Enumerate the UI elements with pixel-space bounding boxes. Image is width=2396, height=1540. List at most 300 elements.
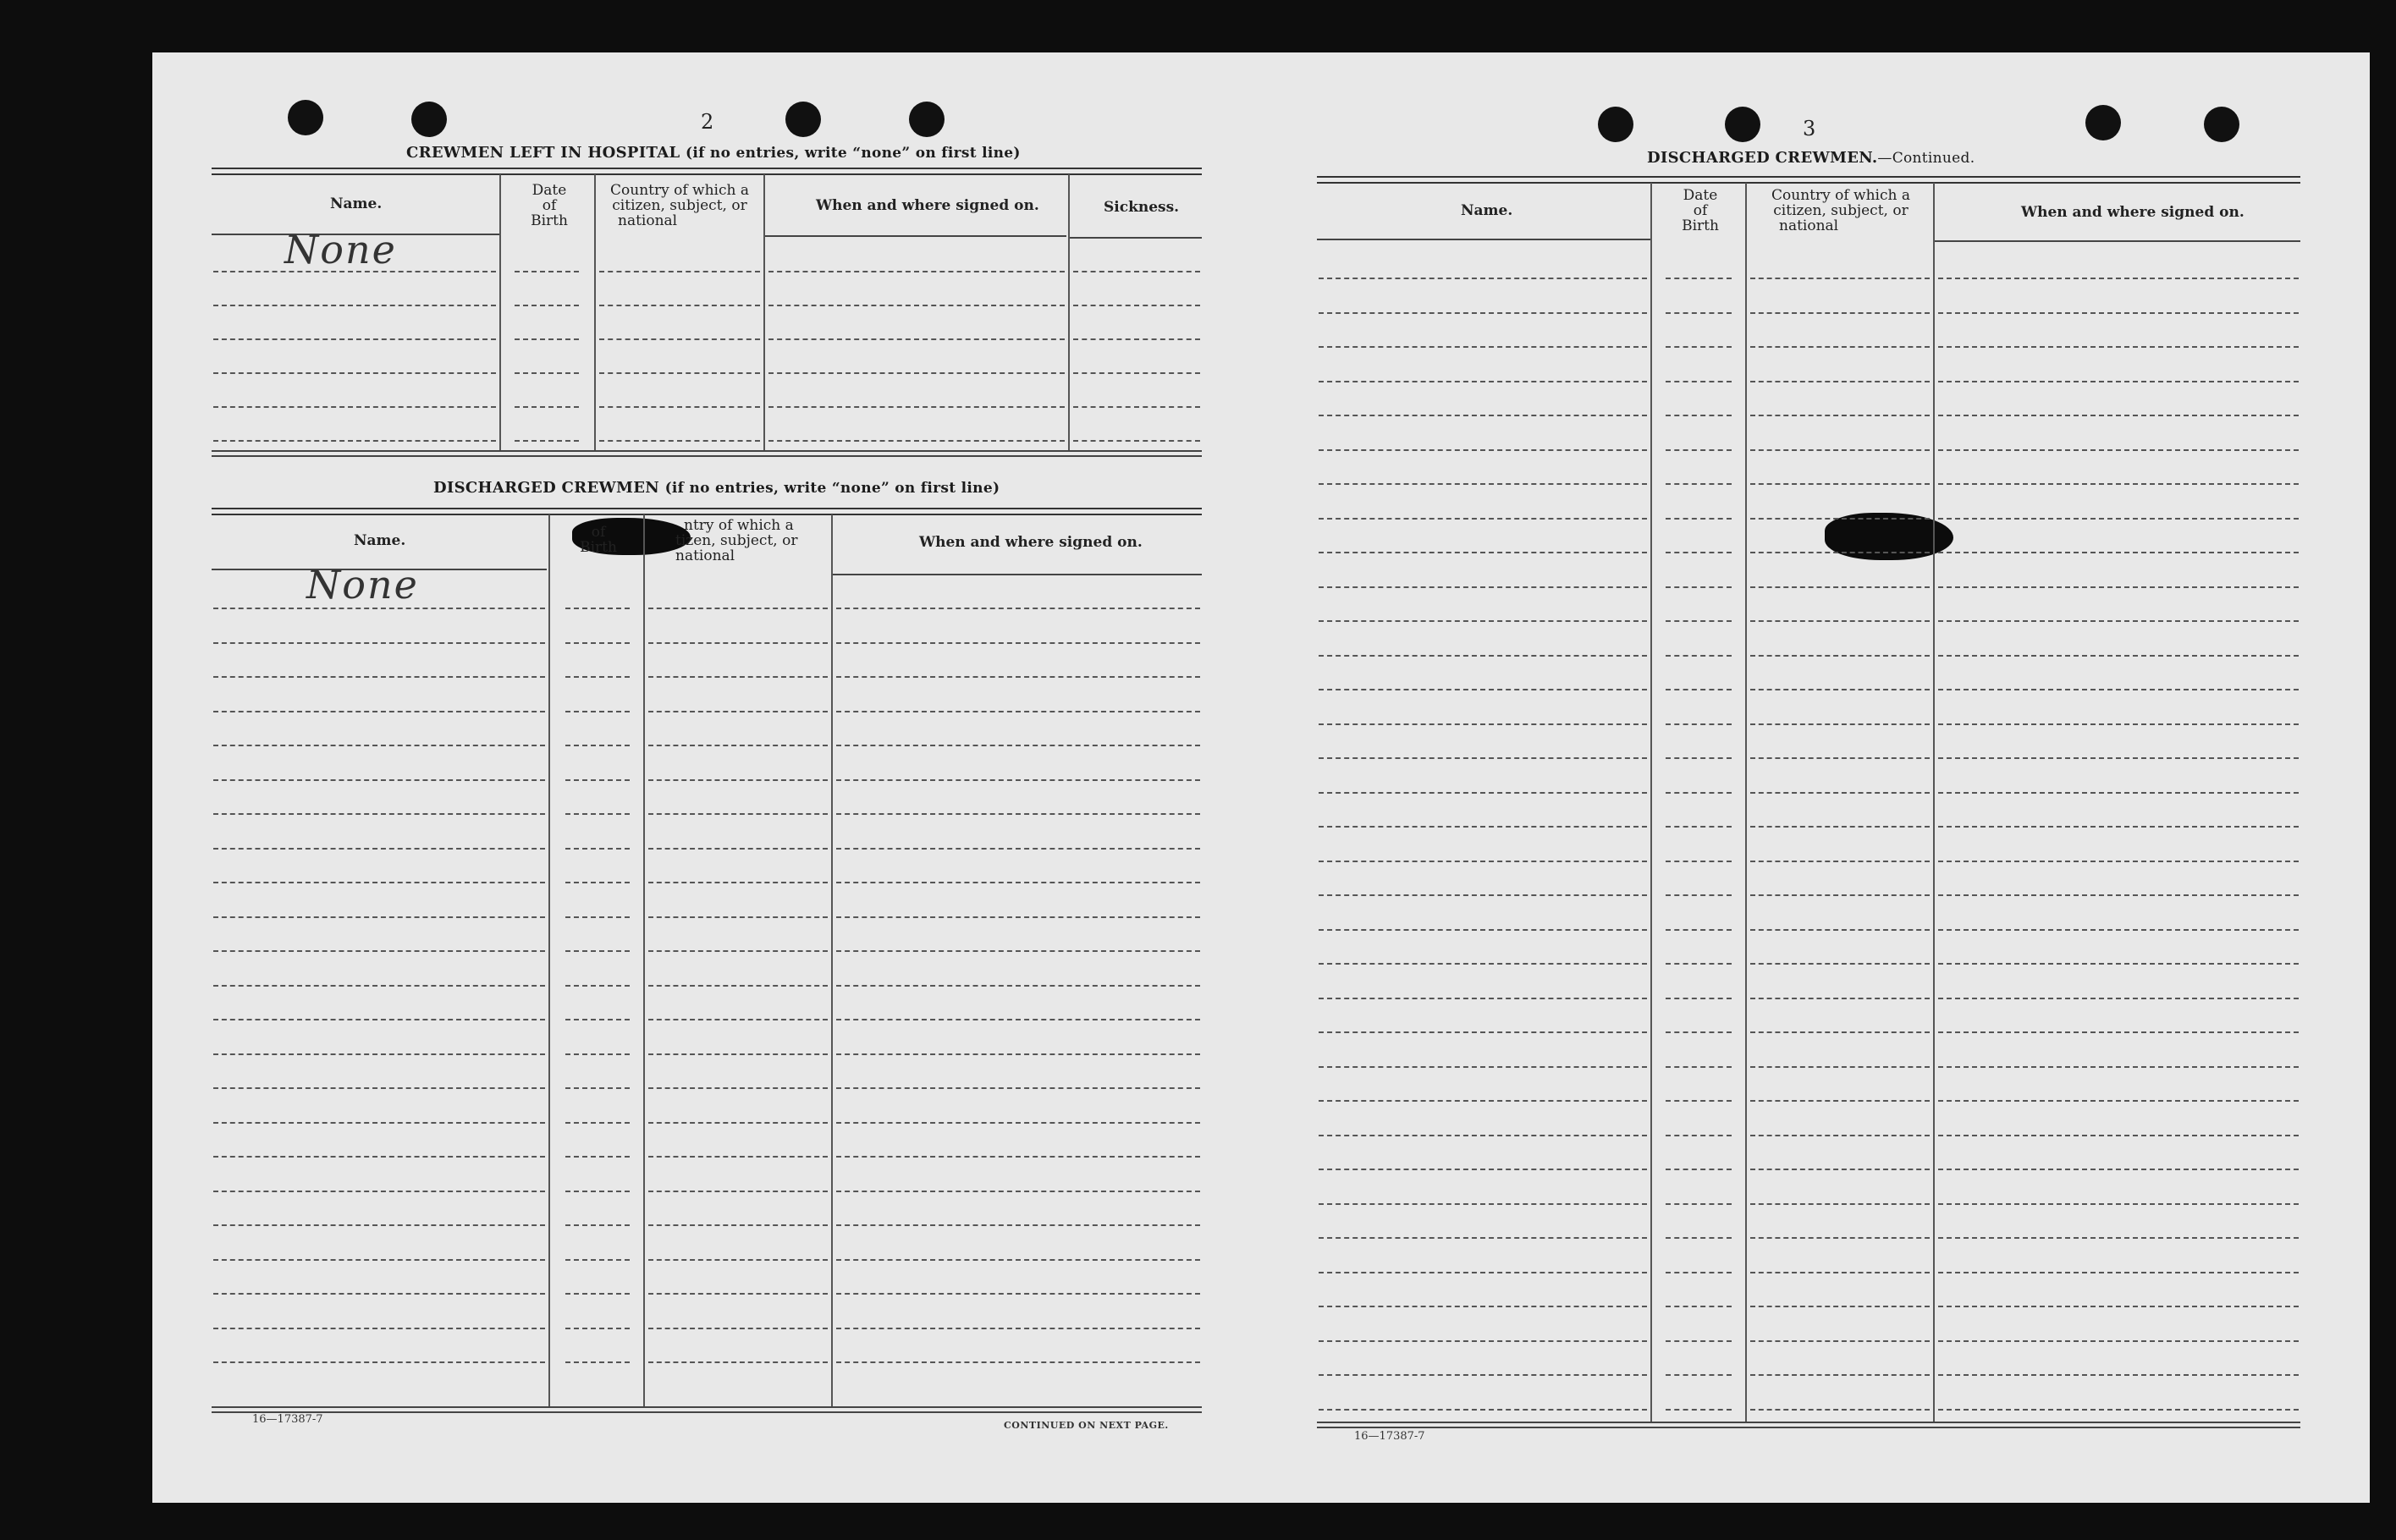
ruled-line <box>213 271 496 272</box>
ruled-line <box>836 676 1200 678</box>
ruled-line <box>648 1361 828 1363</box>
ruled-line <box>1319 861 1647 862</box>
column-header-dob <box>520 183 579 228</box>
ruled-line <box>565 608 630 609</box>
country-line: ntry of which a <box>684 517 794 534</box>
ruled-line <box>1750 1237 1930 1239</box>
dob-line: Date <box>1683 187 1718 204</box>
table-bottom-rule <box>212 455 1202 457</box>
page-number: 2 <box>701 110 714 134</box>
ruled-line <box>1938 312 2299 314</box>
ruled-line <box>213 1019 545 1020</box>
ruled-line <box>1750 1340 1930 1342</box>
ruled-line <box>565 848 630 850</box>
ruled-line <box>565 642 630 644</box>
ruled-line <box>1750 894 1930 896</box>
ruled-line <box>836 848 1200 850</box>
ruled-line <box>836 985 1200 987</box>
ruled-line <box>1319 1031 1647 1033</box>
punch-hole <box>2204 107 2239 142</box>
column-header-sickness: Sickness. <box>1104 199 1180 216</box>
ruled-line <box>1319 1409 1647 1411</box>
ruled-line <box>648 745 828 746</box>
ruled-line <box>1666 723 1732 725</box>
ruled-line <box>1938 894 2299 896</box>
ruled-line <box>599 440 760 442</box>
ruled-line <box>565 950 630 952</box>
ruled-line <box>213 406 496 408</box>
ruled-line <box>1666 929 1732 931</box>
ruled-line <box>1938 1203 2299 1205</box>
ruled-line <box>1319 381 1647 382</box>
ruled-line <box>1666 1100 1732 1102</box>
ruled-line <box>768 440 1065 442</box>
ruled-line <box>1750 792 1930 794</box>
ruled-line <box>1666 381 1732 382</box>
ruled-line <box>1319 1306 1647 1307</box>
dob-line: of <box>591 524 606 541</box>
punch-hole <box>2085 105 2121 140</box>
ruled-line <box>213 1259 545 1261</box>
ruled-line <box>565 1328 630 1329</box>
ruled-line <box>836 882 1200 883</box>
ruled-line <box>1666 1169 1732 1170</box>
ruled-line <box>565 1122 630 1124</box>
column-divider <box>1933 183 1935 1422</box>
ruled-line <box>1319 586 1647 588</box>
ruled-line <box>648 608 828 609</box>
column-header-name: Name. <box>1461 202 1513 219</box>
column-divider <box>499 174 501 450</box>
ruled-line <box>565 779 630 781</box>
dob-line: of <box>1693 202 1708 219</box>
ruled-line <box>599 338 760 340</box>
discharged-note: (if no entries, write “none” on first line) <box>664 480 1000 497</box>
punch-hole <box>785 102 821 137</box>
ruled-line <box>1319 415 1647 416</box>
page-number: 3 <box>1803 117 1816 140</box>
ruled-line <box>1750 689 1930 690</box>
ruled-line <box>213 440 496 442</box>
ruled-line <box>565 1259 630 1261</box>
ruled-line <box>836 608 1200 609</box>
dob-line: Birth <box>580 539 617 556</box>
ruled-line <box>1938 483 2299 485</box>
ruled-line <box>565 1293 630 1295</box>
ruled-line <box>1938 757 2299 759</box>
ruled-line <box>213 848 545 850</box>
punch-hole <box>288 100 323 135</box>
ruled-line <box>1319 1340 1647 1342</box>
column-divider <box>548 514 550 1406</box>
column-divider <box>594 174 596 450</box>
ruled-line <box>213 1224 545 1226</box>
table-bottom-rule <box>212 1406 1202 1408</box>
hospital-note: (if no entries, write “none” on first line) <box>686 145 1021 162</box>
ruled-line <box>515 372 579 374</box>
ruled-line <box>599 271 760 272</box>
ruled-line <box>1319 998 1647 999</box>
ruled-line <box>1319 894 1647 896</box>
ruled-line <box>1666 1306 1732 1307</box>
ruled-line <box>213 916 545 918</box>
country-line: Country of which a <box>610 182 749 199</box>
column-header-country <box>1760 188 1921 234</box>
ruled-line <box>1750 723 1930 725</box>
ruled-line <box>1750 415 1930 416</box>
ruled-line <box>1750 861 1930 862</box>
ruled-line <box>1319 483 1647 485</box>
ruled-line <box>1938 861 2299 862</box>
ruled-line <box>565 1087 630 1089</box>
column-header-country <box>599 183 760 228</box>
ruled-line <box>648 916 828 918</box>
ruled-line <box>565 1053 630 1055</box>
dob-line: Date <box>532 182 567 199</box>
ruled-line <box>648 813 828 815</box>
ruled-line <box>1938 620 2299 622</box>
ruled-line <box>213 882 545 883</box>
handwritten-entry: None <box>284 227 397 272</box>
ruled-line <box>1750 1203 1930 1205</box>
country-line: tizen, subject, or <box>675 532 798 549</box>
ruled-line <box>515 338 579 340</box>
ruled-line <box>1073 338 1200 340</box>
ruled-line <box>1938 998 2299 999</box>
ruled-line <box>648 779 828 781</box>
ruled-line <box>836 1053 1200 1055</box>
ruled-line <box>1319 1135 1647 1136</box>
ruled-line <box>565 882 630 883</box>
ruled-line <box>648 676 828 678</box>
ruled-line <box>1666 894 1732 896</box>
ruled-line <box>1938 1306 2299 1307</box>
ruled-line <box>1319 929 1647 931</box>
form-number: 16—17387-7 <box>252 1413 323 1426</box>
ruled-line <box>1666 655 1732 657</box>
ruled-line <box>1750 826 1930 828</box>
ruled-line <box>648 1259 828 1261</box>
ruled-line <box>1073 271 1200 272</box>
ruled-line <box>1750 1031 1930 1033</box>
ruled-line <box>565 916 630 918</box>
ruled-line <box>1073 440 1200 442</box>
ruled-line <box>213 1122 545 1124</box>
ruled-line <box>836 1259 1200 1261</box>
ruled-line <box>1938 1169 2299 1170</box>
ruled-line <box>565 1224 630 1226</box>
ruled-line <box>1938 1100 2299 1102</box>
ruled-line <box>1666 861 1732 862</box>
ruled-line <box>1666 963 1732 965</box>
ruled-line <box>1319 1169 1647 1170</box>
ruled-line <box>1938 792 2299 794</box>
ruled-line <box>1750 998 1930 999</box>
ruled-line <box>768 305 1065 306</box>
ruled-line <box>599 305 760 306</box>
ruled-line <box>213 950 545 952</box>
dob-line: Birth <box>1682 217 1719 234</box>
ruled-line <box>1938 552 2299 553</box>
ruled-line <box>1938 963 2299 965</box>
ruled-line <box>1073 372 1200 374</box>
ruled-line <box>648 848 828 850</box>
ruled-line <box>1938 1272 2299 1273</box>
table-bottom-rule <box>212 1411 1202 1413</box>
ruled-line <box>1319 552 1647 553</box>
ruled-line <box>836 1122 1200 1124</box>
ruled-line <box>565 745 630 746</box>
ruled-line <box>648 950 828 952</box>
ruled-line <box>1666 449 1732 451</box>
ruled-line <box>1666 826 1732 828</box>
ruled-line <box>1319 620 1647 622</box>
ruled-line <box>1666 552 1732 553</box>
ruled-line <box>1319 449 1647 451</box>
ruled-line <box>515 406 579 408</box>
dob-line: of <box>542 197 557 214</box>
ruled-line <box>1666 483 1732 485</box>
ruled-line <box>836 642 1200 644</box>
ruled-line <box>648 1156 828 1158</box>
punch-hole <box>1725 107 1760 142</box>
continued-suffix: —Continued. <box>1877 150 1975 167</box>
ruled-line <box>1319 689 1647 690</box>
ruled-line <box>565 985 630 987</box>
ruled-line <box>213 338 496 340</box>
country-line: citizen, subject, or <box>1773 202 1909 219</box>
punch-hole <box>909 102 945 137</box>
ruled-line <box>836 813 1200 815</box>
ruled-line <box>213 1293 545 1295</box>
ruled-line <box>1666 1135 1732 1136</box>
column-header-signed-on: When and where signed on. <box>919 534 1143 551</box>
ruled-line <box>648 1224 828 1226</box>
ruled-line <box>565 711 630 712</box>
ruled-line <box>213 1191 545 1192</box>
ruled-line <box>1666 346 1732 348</box>
ruled-line <box>213 1361 545 1363</box>
table-bottom-rule <box>1317 1427 2300 1428</box>
ruled-line <box>1750 1272 1930 1273</box>
ruled-line <box>1319 826 1647 828</box>
ruled-line <box>1938 1409 2299 1411</box>
ruled-line <box>1750 278 1930 279</box>
country-line: citizen, subject, or <box>612 197 747 214</box>
ruled-line <box>768 406 1065 408</box>
column-divider <box>763 174 765 450</box>
ruled-line <box>1938 689 2299 690</box>
ruled-line <box>1750 1135 1930 1136</box>
ruled-line <box>1938 381 2299 382</box>
ruled-line <box>1666 620 1732 622</box>
ruled-line <box>768 372 1065 374</box>
ruled-line <box>1750 1169 1930 1170</box>
ruled-line <box>213 372 496 374</box>
ruled-line <box>648 1191 828 1192</box>
ruled-line <box>836 1019 1200 1020</box>
ruled-line <box>1666 1031 1732 1033</box>
section-title-discharged <box>433 479 1000 497</box>
ruled-line <box>1938 346 2299 348</box>
section-title-hospital <box>406 144 1021 162</box>
table-bottom-rule <box>1317 1422 2300 1423</box>
ruled-line <box>1319 1374 1647 1376</box>
ruled-line <box>836 1328 1200 1329</box>
ruled-line <box>1938 1340 2299 1342</box>
ruled-line <box>565 1156 630 1158</box>
form-number: 16—17387-7 <box>1354 1430 1425 1443</box>
ruled-line <box>1750 655 1930 657</box>
ruled-line <box>836 1087 1200 1089</box>
ruled-line <box>515 305 579 306</box>
ruled-line <box>1750 620 1930 622</box>
ruled-line <box>1666 518 1732 520</box>
dob-line: Birth <box>531 212 568 229</box>
ruled-line <box>515 271 579 272</box>
ruled-line <box>1938 929 2299 931</box>
ruled-line <box>1666 689 1732 690</box>
column-divider <box>831 514 833 1406</box>
ruled-line <box>599 406 760 408</box>
ruled-line <box>1666 278 1732 279</box>
ruled-line <box>836 779 1200 781</box>
ruled-line <box>1319 655 1647 657</box>
ruled-line <box>1750 757 1930 759</box>
column-header-dob <box>567 525 630 555</box>
ruled-line <box>1666 1409 1732 1411</box>
ruled-line <box>1750 346 1930 348</box>
ruled-line <box>599 372 760 374</box>
ruled-line <box>1750 1306 1930 1307</box>
table-top-rule <box>1317 176 2300 184</box>
ruled-line <box>1319 757 1647 759</box>
column-header-signed-on: When and where signed on. <box>816 197 1039 214</box>
discharged-title: DISCHARGED CREWMEN <box>433 479 659 497</box>
ruled-line <box>565 1019 630 1020</box>
header-rule <box>765 235 1066 237</box>
ruled-line <box>1938 415 2299 416</box>
ruled-line <box>1666 586 1732 588</box>
ruled-line <box>1938 278 2299 279</box>
ruled-line <box>1319 792 1647 794</box>
ruled-line <box>213 745 545 746</box>
ruled-line <box>1750 312 1930 314</box>
ruled-line <box>648 1053 828 1055</box>
ruled-line <box>648 985 828 987</box>
column-header-signed-on: When and where signed on. <box>2021 204 2245 221</box>
ruled-line <box>1666 312 1732 314</box>
ruled-line <box>1938 1237 2299 1239</box>
ruled-line <box>1666 792 1732 794</box>
ruled-line <box>1750 1374 1930 1376</box>
column-header-name: Name. <box>330 195 383 212</box>
table-bottom-rule <box>212 450 1202 452</box>
ruled-line <box>565 1191 630 1192</box>
ruled-line <box>768 338 1065 340</box>
ruled-line <box>836 950 1200 952</box>
ruled-line <box>648 882 828 883</box>
ruled-line <box>1666 998 1732 999</box>
ruled-line <box>213 813 545 815</box>
ruled-line <box>1938 655 2299 657</box>
header-rule <box>1070 237 1202 239</box>
ruled-line <box>648 1122 828 1124</box>
country-line: national <box>675 547 735 564</box>
country-line: national <box>1779 217 1839 234</box>
ruled-line <box>836 1293 1200 1295</box>
ruled-line <box>1750 929 1930 931</box>
ruled-line <box>1750 518 1930 520</box>
section-title-discharged-continued <box>1647 149 1975 167</box>
ruled-line <box>648 711 828 712</box>
ruled-line <box>1750 1066 1930 1068</box>
ruled-line <box>836 745 1200 746</box>
ruled-line <box>1750 552 1930 553</box>
ruled-line <box>1666 1066 1732 1068</box>
ruled-line <box>1666 415 1732 416</box>
ruled-line <box>1750 449 1930 451</box>
ruled-line <box>648 1019 828 1020</box>
ruled-line <box>1750 483 1930 485</box>
ruled-line <box>1938 518 2299 520</box>
handwritten-entry: None <box>306 562 419 608</box>
ruled-line <box>836 1361 1200 1363</box>
ruled-line <box>213 1087 545 1089</box>
ruled-line <box>1666 1374 1732 1376</box>
ruled-line <box>1938 1066 2299 1068</box>
ruled-line <box>565 1361 630 1363</box>
ruled-line <box>515 440 579 442</box>
ruled-line <box>213 985 545 987</box>
ruled-line <box>648 642 828 644</box>
ruled-line <box>1319 278 1647 279</box>
column-divider <box>1068 174 1070 450</box>
ruled-line <box>1750 1100 1930 1102</box>
ruled-line <box>648 1293 828 1295</box>
punch-hole <box>411 102 447 137</box>
ruled-line <box>836 916 1200 918</box>
ruled-line <box>1319 346 1647 348</box>
ruled-line <box>1319 1272 1647 1273</box>
column-divider <box>1650 183 1652 1422</box>
column-divider <box>1745 183 1747 1422</box>
ruled-line <box>213 305 496 306</box>
column-divider <box>643 514 645 1406</box>
ruled-line <box>213 711 545 712</box>
ruled-line <box>1938 1031 2299 1033</box>
ruled-line <box>768 271 1065 272</box>
ruled-line <box>1319 963 1647 965</box>
ruled-line <box>1666 757 1732 759</box>
header-rule <box>1317 239 1650 240</box>
ruled-line <box>1938 449 2299 451</box>
punch-hole <box>1598 107 1633 142</box>
ruled-line <box>1666 1272 1732 1273</box>
ruled-line <box>565 813 630 815</box>
ruled-line <box>836 711 1200 712</box>
column-header-dob <box>1669 188 1732 234</box>
ruled-line <box>1750 381 1930 382</box>
ruled-line <box>1938 723 2299 725</box>
ruled-line <box>213 642 545 644</box>
country-line: national <box>618 212 678 229</box>
ruled-line <box>565 676 630 678</box>
ruled-line <box>213 1053 545 1055</box>
ruled-line <box>213 608 545 609</box>
ruled-line <box>1319 723 1647 725</box>
ruled-line <box>648 1328 828 1329</box>
